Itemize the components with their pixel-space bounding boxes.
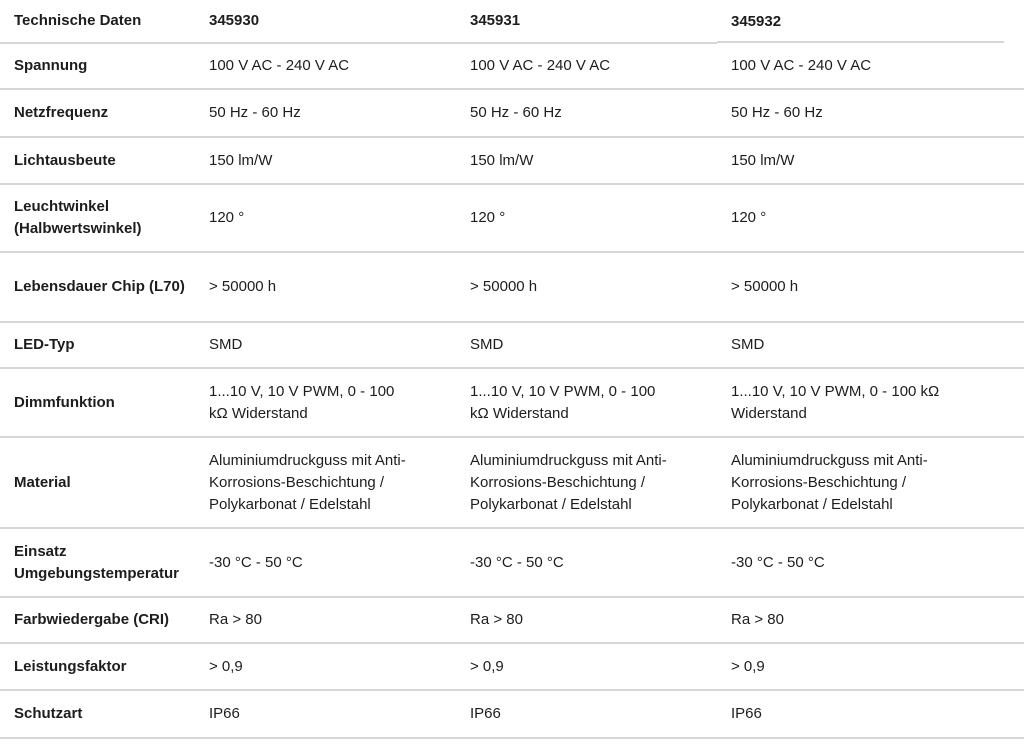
row-value: -30 °C - 50 °C — [456, 528, 717, 597]
row-label: Lichtausbeute — [0, 137, 195, 184]
row-value: -30 °C - 50 °C — [717, 528, 1024, 597]
table-row — [0, 252, 1024, 322]
row-value: 100 V AC - 240 V AC — [717, 43, 1024, 89]
row-value: 150 lm/W — [456, 137, 717, 184]
row-value: SMD — [195, 322, 456, 368]
row-value: > 0,9 — [717, 643, 1024, 690]
row-value: > 0,9 — [195, 643, 456, 690]
row-value: 100 V AC - 240 V AC — [456, 43, 717, 89]
row-value: 50 Hz - 60 Hz — [195, 89, 456, 137]
row-label: Leuchtwinkel (Halbwertswinkel) — [0, 184, 195, 252]
table-row — [0, 437, 1024, 528]
row-label: Leistungsfaktor — [0, 643, 195, 690]
row-value: Ra > 80 — [456, 597, 717, 643]
row-value: IP66 — [717, 690, 1024, 738]
row-label: Dimmfunktion — [0, 368, 195, 437]
table-row — [0, 89, 1024, 137]
row-value: > 50000 h — [717, 252, 1024, 322]
row-label: Material — [0, 437, 195, 528]
row-value: Aluminiumdruckguss mit Anti-Korrosions-Beschichtung / Polykarbonat / Edelstahl — [717, 437, 1024, 528]
row-value: 1...10 V, 10 V PWM, 0 - 100 kΩ Widerstand — [456, 368, 717, 437]
row-value: Aluminiumdruckguss mit Anti-Korrosions-Beschichtung / Polykarbonat / Edelstahl — [456, 437, 717, 528]
row-value: > 50000 h — [456, 252, 717, 322]
row-value: 1...10 V, 10 V PWM, 0 - 100 kΩ Widerstand — [195, 368, 456, 437]
row-label: LED-Typ — [0, 322, 195, 368]
header-label: Technische Daten — [0, 0, 195, 43]
row-label: Netzfrequenz — [0, 89, 195, 137]
table-header-row — [0, 0, 1024, 43]
table-row — [0, 43, 1024, 89]
row-value: Aluminiumdruckguss mit Anti-Korrosions-Beschichtung / Polykarbonat / Edelstahl — [195, 437, 456, 528]
row-value: Ra > 80 — [195, 597, 456, 643]
row-label: Lebensdauer Chip (L70) — [0, 252, 195, 322]
table-row — [0, 137, 1024, 184]
header-column: 345930 — [195, 0, 456, 43]
table-row — [0, 528, 1024, 597]
header-column: 345932 — [717, 0, 1024, 43]
table-row — [0, 643, 1024, 690]
row-value: 150 lm/W — [717, 137, 1024, 184]
row-value: IP66 — [195, 690, 456, 738]
row-value: 1...10 V, 10 V PWM, 0 - 100 kΩ Widerstand — [717, 368, 1024, 437]
row-value: SMD — [456, 322, 717, 368]
table-row — [0, 184, 1024, 252]
row-value: 100 V AC - 240 V AC — [195, 43, 456, 89]
row-value: SMD — [717, 322, 1024, 368]
row-value: > 50000 h — [195, 252, 456, 322]
row-value: 150 lm/W — [195, 137, 456, 184]
table-row — [0, 690, 1024, 738]
row-value: 120 ° — [195, 184, 456, 252]
table-row — [0, 368, 1024, 437]
row-label: Schutzart — [0, 690, 195, 738]
row-value: IP66 — [456, 690, 717, 738]
row-label: Einsatz Umgebungstemperatur — [0, 528, 195, 597]
row-value: 120 ° — [456, 184, 717, 252]
row-value: Ra > 80 — [717, 597, 1024, 643]
row-value: -30 °C - 50 °C — [195, 528, 456, 597]
table-row — [0, 597, 1024, 643]
row-value: 120 ° — [717, 184, 1024, 252]
table-row — [0, 322, 1024, 368]
header-column: 345931 — [456, 0, 717, 43]
row-value: 50 Hz - 60 Hz — [717, 89, 1024, 137]
row-value: > 0,9 — [456, 643, 717, 690]
row-label: Spannung — [0, 43, 195, 89]
row-label: Farbwiedergabe (CRI) — [0, 597, 195, 643]
row-value: 50 Hz - 60 Hz — [456, 89, 717, 137]
